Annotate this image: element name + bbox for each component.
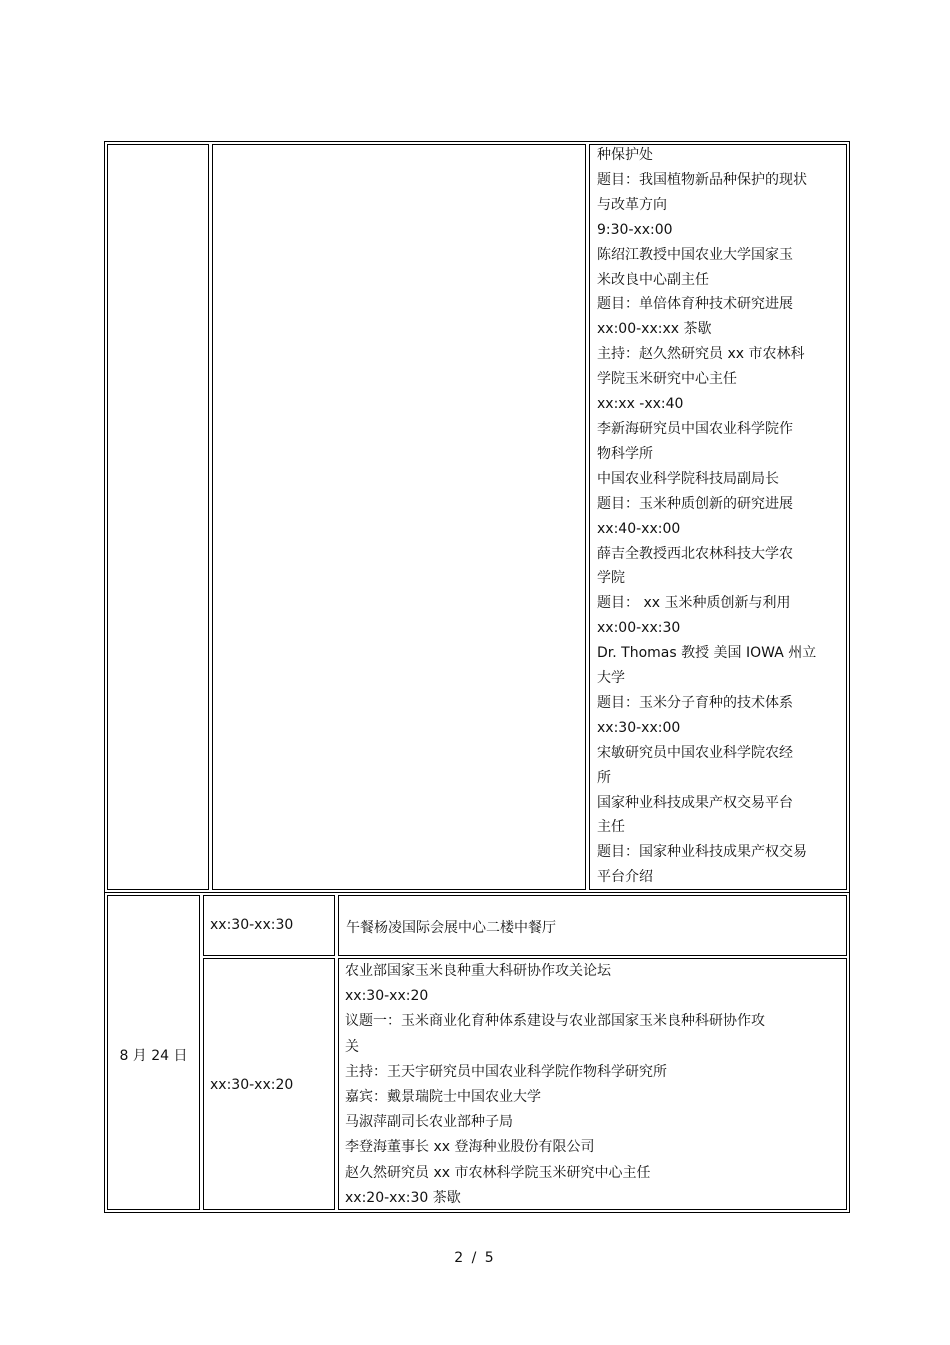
text-line: xx:00-xx:xx 茶歇 (597, 321, 712, 338)
text-line: 嘉宾：戴景瑞院士中国农业大学 (345, 1089, 541, 1106)
text-line: 李新海研究员中国农业科学院作 (597, 420, 793, 437)
text-line: 大学 (597, 670, 625, 687)
text-line: 学院玉米研究中心主任 (597, 371, 737, 388)
page-indicator: 2 / 5 (454, 1250, 496, 1266)
text-line: 与改革方向 (597, 196, 667, 213)
row1-content: 午餐杨凌国际会展中心二楼中餐厅 (346, 920, 556, 936)
text-line: 题目：单倍体育种技术研究进展 (597, 296, 793, 313)
text-line: 题目：玉米分子育种的技术体系 (597, 694, 793, 711)
text-line: 主持：赵久然研究员 xx 市农林科 (597, 346, 805, 363)
text-line: 米改良中心副主任 (597, 271, 709, 288)
text-line: xx:xx -xx:40 (597, 396, 684, 413)
upper-cell-time-empty (212, 144, 586, 890)
row2-content-lines (345, 959, 843, 1211)
text-line: 宋敏研究员中国农业科学院农经 (597, 744, 793, 761)
text-line: 关 (345, 1038, 359, 1055)
upper-content-lines (597, 143, 843, 890)
text-line: 平台介绍 (597, 869, 653, 886)
text-line: 物科学所 (597, 445, 653, 462)
text-line: xx:40-xx:00 (597, 520, 681, 537)
text-line: 题目： xx 玉米种质创新与利用 (597, 595, 791, 612)
row2-time: xx:30-xx:20 (210, 1077, 294, 1093)
text-line: 所 (597, 769, 611, 786)
text-line: 陈绍江教授中国农业大学国家玉 (597, 246, 793, 263)
text-line: Dr. Thomas 教授 美国 IOWA 州立 (597, 645, 817, 662)
text-line: 学院 (597, 570, 625, 587)
text-line: 马淑萍副司长农业部种子局 (345, 1114, 513, 1131)
text-line: xx:30-xx:20 (345, 988, 429, 1005)
text-line: 9:30-xx:00 (597, 221, 673, 238)
text-line: 李登海董事长 xx 登海种业股份有限公司 (345, 1139, 595, 1156)
text-line: xx:00-xx:30 (597, 620, 681, 637)
text-line: 题目：玉米种质创新的研究进展 (597, 495, 793, 512)
text-line: 议题一：玉米商业化育种体系建设与农业部国家玉米良种科研协作攻 (345, 1013, 765, 1030)
text-line: xx:30-xx:00 (597, 719, 681, 736)
text-line: 主任 (597, 819, 625, 836)
text-line: 主持：王天宇研究员中国农业科学院作物科学研究所 (345, 1063, 667, 1080)
text-line: 赵久然研究员 xx 市农林科学院玉米研究中心主任 (345, 1164, 651, 1181)
date-label: 8 月 24 日 (119, 1048, 188, 1064)
text-line: 种保护处 (597, 147, 653, 163)
text-line: 薛吉全教授西北农林科技大学农 (597, 545, 793, 562)
text-line: 国家种业科技成果产权交易平台 (597, 794, 793, 811)
text-line: 题目：我国植物新品种保护的现状 (597, 171, 807, 188)
text-line: 中国农业科学院科技局副局长 (597, 470, 779, 487)
text-line: 题目：国家种业科技成果产权交易 (597, 844, 807, 861)
row1-time: xx:30-xx:30 (210, 917, 294, 933)
upper-cell-date-empty (107, 144, 209, 890)
text-line: xx:20-xx:30 茶歇 (345, 1189, 461, 1206)
text-line: 农业部国家玉米良种重大科研协作攻关论坛 (345, 963, 611, 979)
